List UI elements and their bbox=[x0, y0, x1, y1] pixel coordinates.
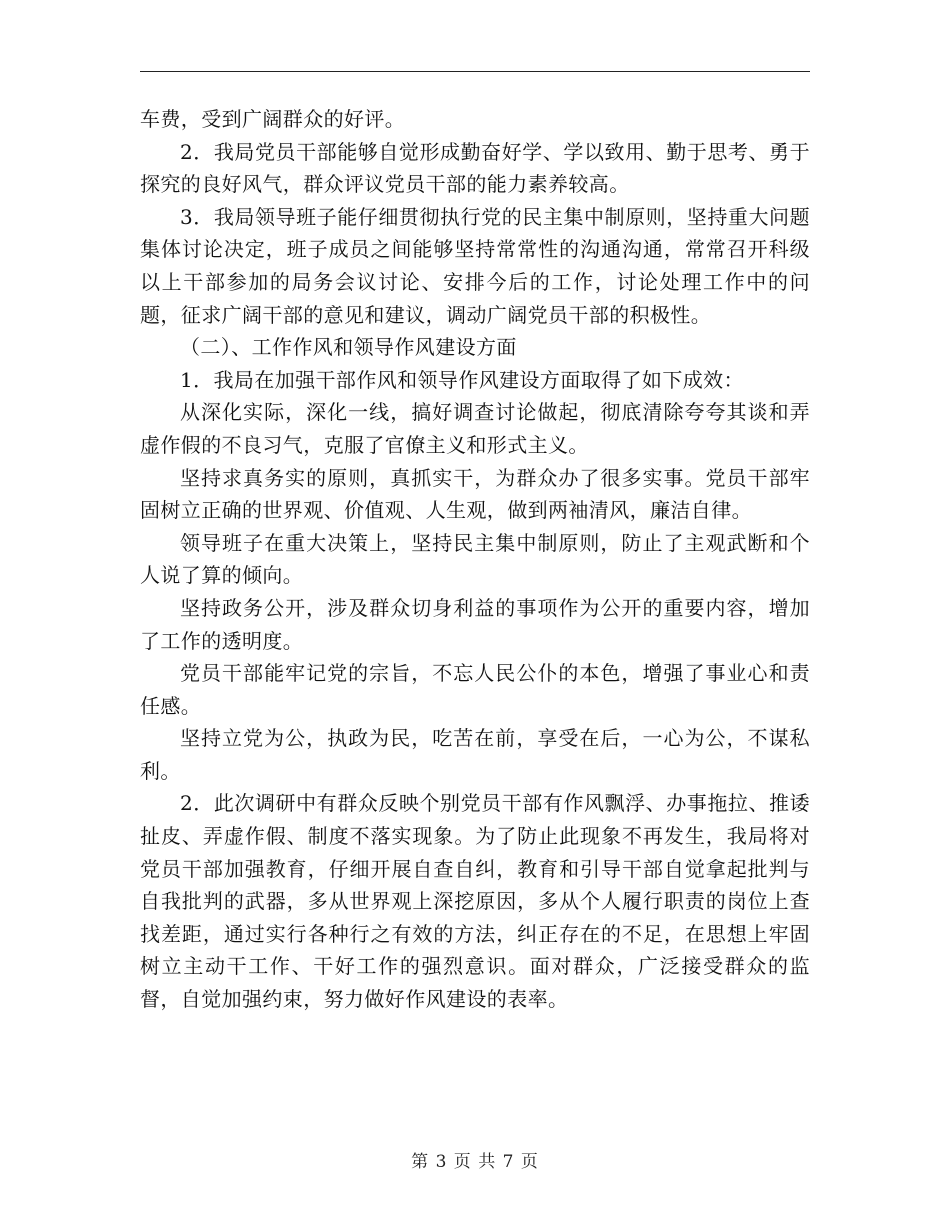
paragraph: 2．我局党员干部能够自觉形成勤奋好学、学以致用、勤于思考、勇于探究的良好风气，群众评议党员干部的能力素养较高。 bbox=[140, 139, 810, 197]
paragraph: 坚持政务公开，涉及群众切身利益的事项作为公开的重要内容，增加了工作的透明度。 bbox=[140, 595, 810, 653]
paragraph: 3．我局领导班子能仔细贯彻执行党的民主集中制原则，坚持重大问题集体讨论决定，班子成员之间能够坚持常常性的沟通沟通，常常召开科级以上干部参加的局务会议讨论、安排今后的工作，讨论处理工作中的问题，征求广阔干部的意见和建议，调动广阔党员干部的积极性。 bbox=[140, 204, 810, 327]
paragraph: 2．此次调研中有群众反映个别党员干部有作风飘浮、办事拖拉、推诿扯皮、弄虚作假、制度不落实现象。为了防止此现象不再发生，我局将对党员干部加强教育，仔细开展自查自纠，教育和引导干部自觉拿起批判与自我批判的武器，多从世界观上深挖原因，多从个人履行职责的岗位上查找差距，通过实行各种行之有效的方法，纠正存在的不足，在思想上牢固树立主动干工作、干好工作的强烈意识。面对群众，广泛接受群众的监督，自觉加强约束，努力做好作风建设的表率。 bbox=[140, 791, 810, 1012]
paragraph: 1．我局在加强干部作风和领导作风建设方面取得了如下成效： bbox=[180, 367, 744, 392]
paragraph: 车费，受到广阔群众的好评。 bbox=[140, 107, 406, 131]
section-heading: （二）、工作作风和领导作风建设方面 bbox=[180, 335, 517, 360]
paragraph: 坚持求真务实的原则，真抓实干，为群众办了很多实事。党员干部牢固树立正确的世界观、价值观、人生观，做到两袖清风，廉洁自律。 bbox=[140, 465, 810, 523]
document-body bbox=[140, 103, 810, 1016]
paragraph: 领导班子在重大决策上，坚持民主集中制原则，防止了主观武断和个人说了算的倾向。 bbox=[140, 530, 810, 588]
paragraph: 党员干部能牢记党的宗旨，不忘人民公仆的本色，增强了事业心和责任感。 bbox=[140, 661, 810, 718]
paragraph: 坚持立党为公，执政为民，吃苦在前，享受在后，一心为公，不谋私利。 bbox=[140, 726, 810, 783]
page-footer: 第 3 页 共 7 页 bbox=[411, 1152, 539, 1172]
header-rule bbox=[140, 71, 810, 72]
paragraph: 从深化实际，深化一线，搞好调查讨论做起，彻底清除夸夸其谈和弄虚作假的不良习气，克服了官僚主义和形式主义。 bbox=[140, 400, 810, 457]
